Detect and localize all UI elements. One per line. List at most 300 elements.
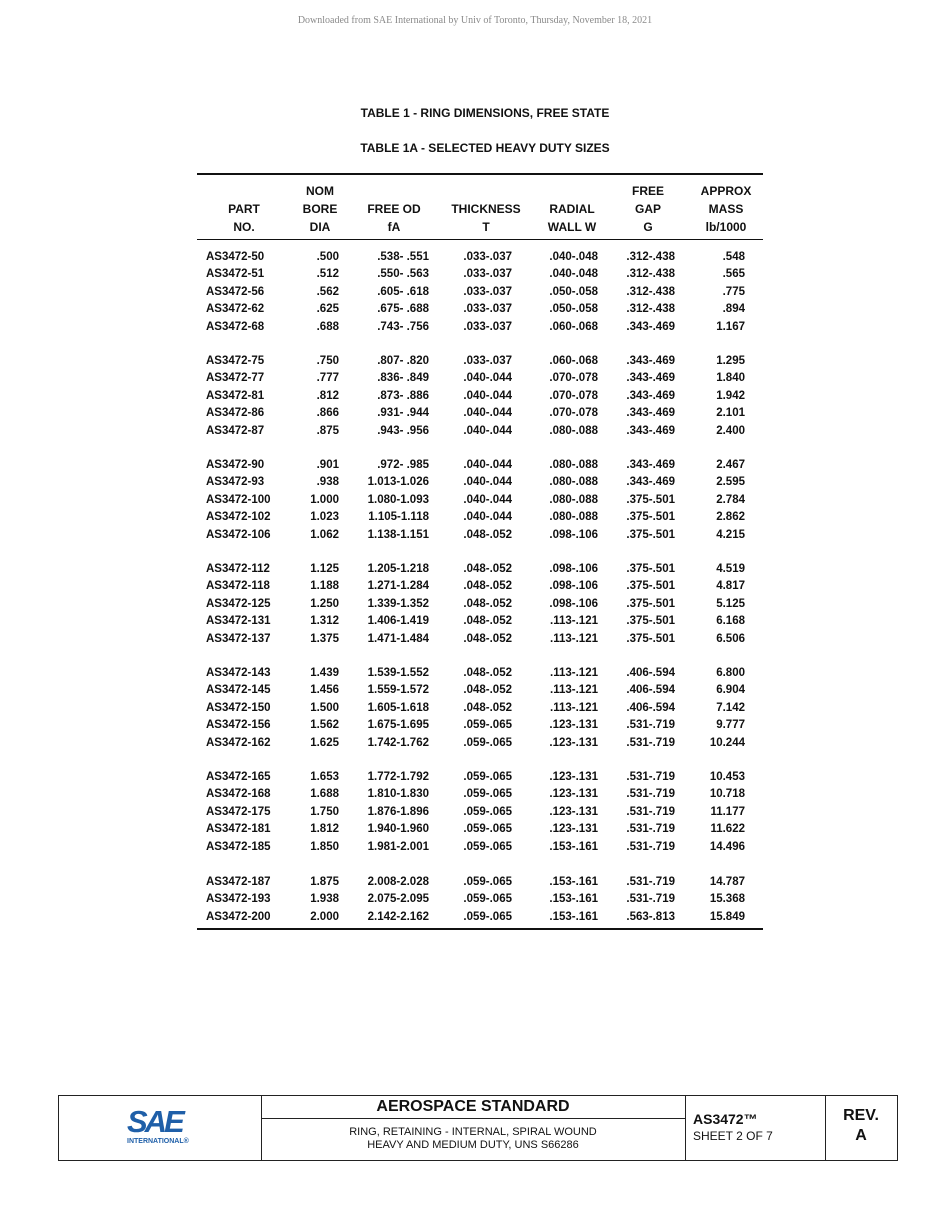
table-row bbox=[197, 874, 763, 891]
free-od-cell: .550- .563 bbox=[377, 268, 429, 281]
free-od-cell: .605- .618 bbox=[377, 285, 429, 298]
thickness-cell: .033-.037 bbox=[463, 320, 512, 333]
free-gap-cell: .375-.501 bbox=[626, 580, 675, 593]
thickness-cell: .059-.065 bbox=[463, 876, 512, 888]
thickness-cell: .033-.037 bbox=[463, 355, 512, 367]
approx-mass-cell: 1.295 bbox=[716, 355, 745, 367]
nom-bore-dia-cell: 1.850 bbox=[310, 840, 339, 853]
part-no-cell: AS3472-87 bbox=[206, 424, 265, 437]
nom-bore-dia-cell: .625 bbox=[316, 303, 339, 316]
nom-bore-dia-cell: 1.653 bbox=[310, 771, 339, 783]
part-no-cell: AS3472-51 bbox=[206, 268, 265, 281]
part-no-cell: AS3472-75 bbox=[206, 355, 265, 367]
radial-wall-cell: .080-.088 bbox=[549, 493, 598, 506]
radial-wall-cell: .080-.088 bbox=[549, 459, 598, 471]
free-od-cell: 1.539-1.552 bbox=[367, 667, 429, 679]
free-gap-cell: .312-.438 bbox=[626, 268, 675, 281]
header-part bbox=[212, 200, 276, 236]
standard-description bbox=[261, 1119, 685, 1152]
table-row bbox=[197, 786, 763, 803]
sheet-number: SHEET 2 OF 7 bbox=[693, 1129, 773, 1143]
free-od-cell: 1.080-1.093 bbox=[367, 493, 429, 506]
approx-mass-cell: .548 bbox=[722, 251, 745, 263]
approx-mass-cell: 1.840 bbox=[716, 372, 745, 385]
table-row bbox=[197, 821, 763, 838]
nom-bore-dia-cell: 1.375 bbox=[310, 632, 339, 645]
radial-wall-cell: .098-.106 bbox=[549, 580, 598, 593]
thickness-cell: .048-.052 bbox=[463, 632, 512, 645]
approx-mass-cell: 2.101 bbox=[716, 407, 745, 420]
thickness-cell: .048-.052 bbox=[463, 580, 512, 593]
radial-wall-cell: .060-.068 bbox=[549, 320, 598, 333]
nom-bore-dia-cell: 1.562 bbox=[310, 719, 339, 732]
free-gap-cell: .312-.438 bbox=[626, 251, 675, 263]
radial-wall-cell: .123-.131 bbox=[549, 719, 598, 732]
free-od-cell: 1.406-1.419 bbox=[367, 615, 429, 628]
free-gap-cell: .343-.469 bbox=[626, 424, 675, 437]
table-row bbox=[197, 388, 763, 405]
part-no-cell: AS3472-150 bbox=[206, 701, 271, 714]
table-row bbox=[197, 474, 763, 491]
thickness-cell: .048-.052 bbox=[463, 563, 512, 575]
header-nom-line1: NOM bbox=[306, 184, 334, 198]
thickness-cell: .040-.044 bbox=[463, 459, 512, 471]
table-row bbox=[197, 492, 763, 509]
nom-bore-dia-cell: .875 bbox=[316, 424, 339, 437]
free-od-cell: 1.138-1.151 bbox=[367, 528, 429, 541]
header-gap bbox=[620, 182, 676, 236]
table-row bbox=[197, 561, 763, 578]
table-row bbox=[197, 457, 763, 474]
part-no-cell: AS3472-168 bbox=[206, 788, 271, 801]
thickness-cell: .048-.052 bbox=[463, 684, 512, 697]
approx-mass-cell: 11.177 bbox=[710, 805, 745, 818]
sae-logo: SAE bbox=[127, 1104, 182, 1139]
table-row bbox=[197, 509, 763, 526]
thickness-cell: .048-.052 bbox=[463, 597, 512, 610]
free-od-cell: 1.675-1.695 bbox=[367, 719, 429, 732]
free-gap-cell: .375-.501 bbox=[626, 597, 675, 610]
header-nom-line2: BORE bbox=[302, 202, 338, 216]
header-radial bbox=[538, 200, 606, 236]
free-gap-cell: .375-.501 bbox=[626, 493, 675, 506]
approx-mass-cell: 1.942 bbox=[716, 389, 745, 402]
radial-wall-cell: .113-.121 bbox=[550, 701, 598, 714]
nom-bore-dia-cell: .777 bbox=[316, 372, 339, 385]
free-gap-cell: .531-.719 bbox=[626, 788, 675, 801]
download-watermark: Downloaded from SAE International by Univ of Toronto, Thursday, November 18, 2021 bbox=[297, 15, 653, 26]
part-no-cell: AS3472-81 bbox=[206, 389, 265, 402]
part-no-cell: AS3472-185 bbox=[206, 840, 271, 853]
nom-bore-dia-cell: 1.000 bbox=[310, 493, 339, 506]
free-gap-cell: .406-.594 bbox=[626, 667, 675, 679]
thickness-cell: .059-.065 bbox=[463, 736, 512, 749]
free-gap-cell: .375-.501 bbox=[626, 632, 675, 645]
part-no-cell: AS3472-86 bbox=[206, 407, 265, 420]
revision-cell bbox=[825, 1096, 897, 1160]
free-od-cell: 1.876-1.896 bbox=[367, 805, 429, 818]
free-od-cell: 1.013-1.026 bbox=[367, 476, 429, 489]
nom-bore-dia-cell: .512 bbox=[316, 268, 339, 281]
free-od-cell: .836- .849 bbox=[377, 372, 429, 385]
free-od-cell: 1.772-1.792 bbox=[367, 771, 429, 783]
part-no-cell: AS3472-125 bbox=[206, 597, 271, 610]
free-od-cell: .943- .956 bbox=[377, 424, 429, 437]
nom-bore-dia-cell: .500 bbox=[316, 251, 339, 263]
radial-wall-cell: .113-.121 bbox=[550, 667, 598, 679]
part-no-cell: AS3472-143 bbox=[206, 667, 271, 679]
free-gap-cell: .406-.594 bbox=[626, 684, 675, 697]
table-row bbox=[197, 405, 763, 422]
nom-bore-dia-cell: .866 bbox=[316, 407, 339, 420]
free-gap-cell: .343-.469 bbox=[626, 459, 675, 471]
table-row bbox=[197, 682, 763, 699]
nom-bore-dia-cell: .812 bbox=[316, 389, 339, 402]
approx-mass-cell: 10.718 bbox=[709, 788, 745, 801]
part-no-cell: AS3472-106 bbox=[206, 528, 271, 541]
radial-wall-cell: .123-.131 bbox=[549, 823, 598, 836]
free-gap-cell: .343-.469 bbox=[626, 476, 675, 489]
nom-bore-dia-cell: 1.688 bbox=[310, 788, 339, 801]
free-gap-cell: .531-.719 bbox=[626, 893, 675, 906]
table-row bbox=[197, 423, 763, 440]
radial-wall-cell: .040-.048 bbox=[549, 268, 598, 281]
thickness-cell: .059-.065 bbox=[463, 893, 512, 906]
approx-mass-cell: .775 bbox=[722, 285, 745, 298]
approx-mass-cell: 2.862 bbox=[716, 511, 745, 524]
approx-mass-cell: 4.817 bbox=[716, 580, 745, 593]
free-od-cell: .873- .886 bbox=[377, 389, 429, 402]
table-row bbox=[197, 353, 763, 370]
nom-bore-dia-cell: 1.439 bbox=[310, 667, 339, 679]
radial-wall-cell: .123-.131 bbox=[549, 805, 598, 818]
approx-mass-cell: 6.904 bbox=[716, 684, 745, 697]
nom-bore-dia-cell: 1.625 bbox=[310, 736, 339, 749]
table-row bbox=[197, 804, 763, 821]
radial-wall-cell: .123-.131 bbox=[549, 771, 598, 783]
part-no-cell: AS3472-156 bbox=[206, 719, 271, 732]
sae-logo-subtitle: INTERNATIONAL® bbox=[127, 1138, 189, 1145]
free-gap-cell: .312-.438 bbox=[626, 303, 675, 316]
approx-mass-cell: 14.496 bbox=[709, 840, 745, 853]
table-row bbox=[197, 717, 763, 734]
header-nom-line3: DIA bbox=[309, 220, 331, 234]
nom-bore-dia-cell: 1.500 bbox=[310, 701, 339, 714]
header-od bbox=[358, 200, 430, 236]
approx-mass-cell: 6.506 bbox=[716, 632, 745, 645]
header-gap-line2: GAP bbox=[634, 202, 661, 216]
thickness-cell: .059-.065 bbox=[463, 719, 512, 732]
thickness-cell: .059-.065 bbox=[463, 910, 512, 923]
description-line1: RING, RETAINING - INTERNAL, SPIRAL WOUND bbox=[349, 1126, 597, 1138]
nom-bore-dia-cell: .750 bbox=[316, 355, 339, 367]
radial-wall-cell: .050-.058 bbox=[549, 285, 598, 298]
nom-bore-dia-cell: 1.125 bbox=[310, 563, 339, 575]
table-row bbox=[197, 769, 763, 786]
thickness-cell: .059-.065 bbox=[463, 771, 512, 783]
free-od-cell: .931- .944 bbox=[377, 407, 429, 420]
thickness-cell: .048-.052 bbox=[463, 701, 512, 714]
radial-wall-cell: .080-.088 bbox=[549, 476, 598, 489]
radial-wall-cell: .098-.106 bbox=[549, 597, 598, 610]
nom-bore-dia-cell: 1.875 bbox=[310, 876, 339, 888]
free-gap-cell: .531-.719 bbox=[626, 805, 675, 818]
header-mass-line3: lb/1000 bbox=[705, 220, 747, 234]
free-od-cell: .807- .820 bbox=[377, 355, 429, 367]
thickness-cell: .059-.065 bbox=[463, 840, 512, 853]
nom-bore-dia-cell: 1.456 bbox=[310, 684, 339, 697]
thickness-cell: .048-.052 bbox=[463, 528, 512, 541]
free-gap-cell: .375-.501 bbox=[626, 563, 675, 575]
thickness-cell: .059-.065 bbox=[463, 788, 512, 801]
table-row bbox=[197, 284, 763, 301]
logo-cell bbox=[59, 1096, 262, 1160]
free-od-cell: 1.105-1.118 bbox=[368, 511, 429, 524]
part-no-cell: AS3472-131 bbox=[206, 615, 271, 628]
thickness-cell: .040-.044 bbox=[463, 389, 512, 402]
thickness-cell: .040-.044 bbox=[463, 407, 512, 420]
approx-mass-cell: .565 bbox=[722, 268, 745, 281]
header-part-line1: PART bbox=[228, 202, 260, 216]
table-row bbox=[197, 735, 763, 752]
nom-bore-dia-cell: .901 bbox=[316, 459, 339, 471]
free-gap-cell: .406-.594 bbox=[626, 701, 675, 714]
free-gap-cell: .531-.719 bbox=[626, 840, 675, 853]
thickness-cell: .040-.044 bbox=[463, 372, 512, 385]
doc-number: AS3472™ bbox=[693, 1111, 758, 1127]
part-no-cell: AS3472-93 bbox=[206, 476, 265, 489]
header-thickness-line2: T bbox=[482, 220, 490, 234]
table-row bbox=[197, 613, 763, 630]
free-gap-cell: .312-.438 bbox=[626, 285, 675, 298]
radial-wall-cell: .080-.088 bbox=[549, 511, 598, 524]
approx-mass-cell: 15.849 bbox=[709, 910, 745, 923]
thickness-cell: .040-.044 bbox=[463, 511, 512, 524]
free-gap-cell: .343-.469 bbox=[626, 355, 675, 367]
free-od-cell: 1.810-1.830 bbox=[367, 788, 429, 801]
standard-title: AEROSPACE STANDARD bbox=[261, 1096, 685, 1119]
table-row bbox=[197, 249, 763, 266]
table-top-rule bbox=[197, 173, 763, 175]
header-gap-line3: G bbox=[643, 220, 653, 234]
radial-wall-cell: .060-.068 bbox=[549, 355, 598, 367]
part-no-cell: AS3472-77 bbox=[206, 372, 265, 385]
rev-label: REV. bbox=[843, 1107, 879, 1124]
free-gap-cell: .531-.719 bbox=[626, 876, 675, 888]
table-title: TABLE 1 - RING DIMENSIONS, FREE STATE bbox=[360, 106, 610, 120]
standard-cell bbox=[261, 1096, 686, 1160]
part-no-cell: AS3472-50 bbox=[206, 251, 265, 263]
header-gap-line1: FREE bbox=[631, 184, 664, 198]
part-no-cell: AS3472-175 bbox=[206, 805, 271, 818]
radial-wall-cell: .113-.121 bbox=[550, 632, 598, 645]
free-gap-cell: .343-.469 bbox=[626, 372, 675, 385]
thickness-cell: .033-.037 bbox=[463, 251, 512, 263]
part-no-cell: AS3472-100 bbox=[206, 493, 271, 506]
header-radial-line2: WALL W bbox=[547, 220, 597, 234]
table-row bbox=[197, 301, 763, 318]
approx-mass-cell: 5.125 bbox=[716, 597, 745, 610]
table-header-rule bbox=[197, 239, 763, 240]
part-no-cell: AS3472-90 bbox=[206, 459, 265, 471]
radial-wall-cell: .040-.048 bbox=[549, 251, 598, 263]
free-od-cell: 1.205-1.218 bbox=[367, 563, 429, 575]
radial-wall-cell: .070-.078 bbox=[549, 372, 598, 385]
part-no-cell: AS3472-145 bbox=[206, 684, 271, 697]
free-od-cell: 2.008-2.028 bbox=[367, 876, 429, 888]
description-line2: HEAVY AND MEDIUM DUTY, UNS S66286 bbox=[367, 1139, 579, 1151]
free-gap-cell: .343-.469 bbox=[626, 407, 675, 420]
header-part-line2: NO. bbox=[233, 220, 255, 234]
free-od-cell: .972- .985 bbox=[377, 459, 429, 471]
free-od-cell: 1.605-1.618 bbox=[367, 701, 429, 714]
approx-mass-cell: 2.784 bbox=[716, 493, 745, 506]
thickness-cell: .059-.065 bbox=[463, 805, 512, 818]
radial-wall-cell: .070-.078 bbox=[549, 389, 598, 402]
part-no-cell: AS3472-162 bbox=[206, 736, 271, 749]
part-no-cell: AS3472-68 bbox=[206, 320, 265, 333]
approx-mass-cell: 15.368 bbox=[709, 893, 745, 906]
free-gap-cell: .531-.719 bbox=[626, 719, 675, 732]
approx-mass-cell: 6.168 bbox=[716, 615, 745, 628]
approx-mass-cell: 14.787 bbox=[709, 876, 745, 888]
free-gap-cell: .531-.719 bbox=[626, 823, 675, 836]
table-bottom-rule bbox=[197, 928, 763, 930]
radial-wall-cell: .153-.161 bbox=[549, 840, 598, 853]
part-no-cell: AS3472-193 bbox=[206, 893, 271, 906]
free-od-cell: 1.559-1.572 bbox=[367, 684, 429, 697]
free-od-cell: 2.075-2.095 bbox=[367, 893, 429, 906]
approx-mass-cell: 2.400 bbox=[716, 424, 745, 437]
radial-wall-cell: .123-.131 bbox=[549, 736, 598, 749]
free-od-cell: 1.940-1.960 bbox=[367, 823, 429, 836]
table-row bbox=[197, 665, 763, 682]
nom-bore-dia-cell: 1.188 bbox=[310, 580, 339, 593]
part-no-cell: AS3472-102 bbox=[206, 511, 271, 524]
nom-bore-dia-cell: 2.000 bbox=[310, 910, 339, 923]
table-row bbox=[197, 891, 763, 908]
nom-bore-dia-cell: 1.312 bbox=[310, 615, 339, 628]
free-gap-cell: .343-.469 bbox=[626, 389, 675, 402]
part-no-cell: AS3472-118 bbox=[206, 580, 270, 593]
header-mass bbox=[694, 182, 758, 236]
part-no-cell: AS3472-62 bbox=[206, 303, 265, 316]
header-nom bbox=[292, 182, 348, 236]
part-no-cell: AS3472-187 bbox=[206, 876, 271, 888]
approx-mass-cell: .894 bbox=[722, 303, 745, 316]
table-row bbox=[197, 596, 763, 613]
radial-wall-cell: .153-.161 bbox=[549, 910, 598, 923]
radial-wall-cell: .098-.106 bbox=[549, 563, 598, 575]
approx-mass-cell: 1.167 bbox=[716, 320, 745, 333]
thickness-cell: .033-.037 bbox=[463, 268, 512, 281]
nom-bore-dia-cell: 1.938 bbox=[310, 893, 339, 906]
header-mass-line1: APPROX bbox=[700, 184, 752, 198]
thickness-cell: .040-.044 bbox=[463, 424, 512, 437]
table-row bbox=[197, 631, 763, 648]
free-od-cell: 1.471-1.484 bbox=[367, 632, 429, 645]
thickness-cell: .040-.044 bbox=[463, 493, 512, 506]
nom-bore-dia-cell: .938 bbox=[316, 476, 339, 489]
rev-value: A bbox=[855, 1127, 867, 1144]
table-subtitle: TABLE 1A - SELECTED HEAVY DUTY SIZES bbox=[360, 141, 610, 155]
nom-bore-dia-cell: 1.023 bbox=[310, 511, 339, 524]
free-od-cell: .538- .551 bbox=[377, 251, 429, 263]
approx-mass-cell: 2.467 bbox=[716, 459, 745, 471]
approx-mass-cell: 9.777 bbox=[716, 719, 745, 732]
free-gap-cell: .531-.719 bbox=[626, 736, 675, 749]
approx-mass-cell: 6.800 bbox=[716, 667, 745, 679]
free-od-cell: 1.271-1.284 bbox=[367, 580, 429, 593]
nom-bore-dia-cell: 1.750 bbox=[310, 805, 339, 818]
approx-mass-cell: 4.215 bbox=[716, 528, 745, 541]
nom-bore-dia-cell: 1.812 bbox=[310, 823, 339, 836]
approx-mass-cell: 11.622 bbox=[710, 823, 745, 836]
table-row bbox=[197, 839, 763, 856]
nom-bore-dia-cell: .562 bbox=[316, 285, 339, 298]
header-thickness bbox=[444, 200, 528, 236]
free-gap-cell: .343-.469 bbox=[626, 320, 675, 333]
thickness-cell: .048-.052 bbox=[463, 615, 512, 628]
approx-mass-cell: 4.519 bbox=[716, 563, 745, 575]
radial-wall-cell: .113-.121 bbox=[550, 615, 598, 628]
table-row bbox=[197, 266, 763, 283]
free-od-cell: 2.142-2.162 bbox=[367, 910, 429, 923]
free-od-cell: 1.339-1.352 bbox=[367, 597, 429, 610]
free-gap-cell: .375-.501 bbox=[626, 615, 675, 628]
thickness-cell: .033-.037 bbox=[463, 303, 512, 316]
free-gap-cell: .531-.719 bbox=[626, 771, 675, 783]
part-no-cell: AS3472-56 bbox=[206, 285, 265, 298]
radial-wall-cell: .098-.106 bbox=[549, 528, 598, 541]
free-gap-cell: .375-.501 bbox=[626, 511, 675, 524]
thickness-cell: .048-.052 bbox=[463, 667, 512, 679]
table-row bbox=[197, 370, 763, 387]
part-no-cell: AS3472-181 bbox=[206, 823, 271, 836]
free-od-cell: 1.981-2.001 bbox=[367, 840, 429, 853]
radial-wall-cell: .153-.161 bbox=[549, 876, 598, 888]
approx-mass-cell: 10.244 bbox=[709, 736, 745, 749]
header-thickness-line1: THICKNESS bbox=[451, 202, 521, 216]
nom-bore-dia-cell: 1.250 bbox=[310, 597, 339, 610]
doc-number-cell bbox=[685, 1096, 826, 1160]
table-row bbox=[197, 700, 763, 717]
free-gap-cell: .563-.813 bbox=[626, 910, 675, 923]
part-no-cell: AS3472-200 bbox=[206, 910, 271, 923]
radial-wall-cell: .070-.078 bbox=[549, 407, 598, 420]
thickness-cell: .040-.044 bbox=[463, 476, 512, 489]
radial-wall-cell: .153-.161 bbox=[549, 893, 598, 906]
thickness-cell: .033-.037 bbox=[463, 285, 512, 298]
free-od-cell: .743- .756 bbox=[377, 320, 429, 333]
radial-wall-cell: .050-.058 bbox=[549, 303, 598, 316]
header-mass-line2: MASS bbox=[708, 202, 744, 216]
nom-bore-dia-cell: 1.062 bbox=[310, 528, 339, 541]
nom-bore-dia-cell: .688 bbox=[316, 320, 339, 333]
part-no-cell: AS3472-137 bbox=[206, 632, 271, 645]
thickness-cell: .059-.065 bbox=[463, 823, 512, 836]
approx-mass-cell: 10.453 bbox=[709, 771, 745, 783]
table-row bbox=[197, 578, 763, 595]
free-od-cell: .675- .688 bbox=[377, 303, 429, 316]
header-od-line2: fA bbox=[387, 220, 401, 234]
radial-wall-cell: .080-.088 bbox=[549, 424, 598, 437]
approx-mass-cell: 7.142 bbox=[716, 701, 745, 714]
table-row bbox=[197, 909, 763, 926]
approx-mass-cell: 2.595 bbox=[716, 476, 745, 489]
table-row bbox=[197, 527, 763, 544]
free-gap-cell: .375-.501 bbox=[626, 528, 675, 541]
